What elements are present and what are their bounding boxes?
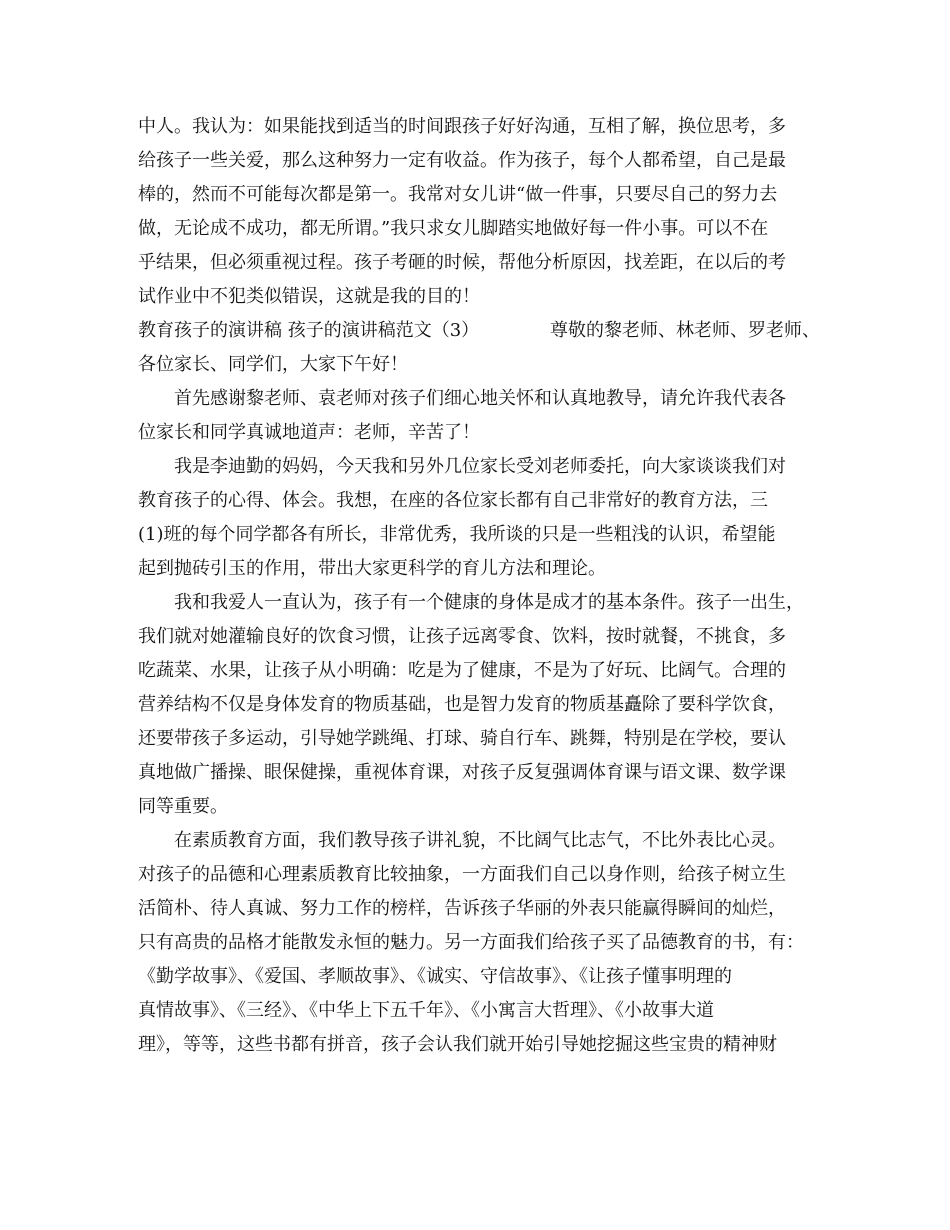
text-line: 还要带孩子多运动，引导她学跳绳、打球、骑自行车、跳舞，特别是在学校，要认 bbox=[138, 728, 786, 749]
text-line: 棒的，然而不可能每次都是第一。我常对女儿讲“做一件事，只要尽自己的努力去 bbox=[138, 184, 778, 205]
text-line: 做，无论成不成功，都无所谓。”我只求女儿脚踏实地做好每一件小事。可以不在 bbox=[138, 218, 769, 239]
text-line: 我是李迪勤的妈妈，今天我和另外几位家长受刘老师委托，向大家谈谈我们对 bbox=[174, 456, 786, 477]
speech-salutation: 尊敬的黎老师、林老师、罗老师、 bbox=[550, 320, 820, 341]
text-line: (1)班的每个同学都各有所长，非常优秀，我所谈的只是一些粗浅的认识，希望能 bbox=[138, 524, 776, 545]
section-heading-title: 教育孩子的演讲稿 孩子的演讲稿范文（3） bbox=[138, 320, 480, 341]
text-line: 首先感谢黎老师、袁老师对孩子们细心地关怀和认真地教导，请允许我代表各 bbox=[174, 388, 786, 409]
text-line: 乎结果，但必须重视过程。孩子考砸的时候，帮他分析原因，找差距，在以后的考 bbox=[138, 252, 786, 273]
text-line: 吃蔬菜、水果，让孩子从小明确：吃是为了健康，不是为了好玩、比阔气。合理的 bbox=[138, 660, 786, 681]
document-page bbox=[138, 110, 820, 1062]
paragraph-block-1 bbox=[138, 110, 820, 314]
text-line: 同等重要。 bbox=[138, 796, 228, 817]
text-line: 理》，等等，这些书都有拼音，孩子会认我们就开始引导她挖掘这些宝贵的精神财 bbox=[138, 1034, 777, 1055]
text-line: 起到抛砖引玉的作用，带出大家更科学的育儿方法和理论。 bbox=[138, 558, 606, 579]
text-line: 活简朴、待人真诚、努力工作的榜样，告诉孩子华丽的外表只能赢得瞬间的灿烂， bbox=[138, 898, 786, 919]
text-line: 《勤学故事》、《爱国、孝顺故事》、《诚实、守信故事》、《让孩子懂事明理的 bbox=[138, 966, 732, 987]
text-line: 各位家长、同学们，大家下午好！ bbox=[138, 354, 408, 375]
text-line: 营养结构不仅是身体发育的物质基础，也是智力发育的物质基矗除了要科学饮食， bbox=[138, 694, 786, 715]
text-line: 真地做广播操、眼保健操，重视体育课，对孩子反复强调体育课与语文课、数学课 bbox=[138, 762, 786, 783]
text-line: 教育孩子的心得、体会。我想，在座的各位家长都有自己非常好的教育方法，三 bbox=[138, 490, 768, 511]
text-line: 对孩子的品德和心理素质教育比较抽象，一方面我们自己以身作则，给孩子树立生 bbox=[138, 864, 786, 885]
section-heading-line bbox=[138, 314, 820, 348]
text-line: 我们就对她灌输良好的饮食习惯，让孩子远离零食、饮料，按时就餐，不挑食，多 bbox=[138, 626, 786, 647]
paragraph-block-2 bbox=[138, 348, 820, 1062]
text-line: 真情故事》、《三经》、《中华上下五千年》、《小寓言大哲理》、《小故事大道 bbox=[138, 1000, 714, 1021]
text-line: 位家长和同学真诚地道声：老师，辛苦了！ bbox=[138, 422, 480, 443]
text-line: 只有高贵的品格才能散发永恒的魅力。另一方面我们给孩子买了品德教育的书，有： bbox=[138, 932, 804, 953]
text-line: 中人。我认为：如果能找到适当的时间跟孩子好好沟通，互相了解，换位思考，多 bbox=[138, 116, 786, 137]
text-line: 试作业中不犯类似错误，这就是我的目的！ bbox=[138, 286, 480, 307]
text-line: 在素质教育方面，我们教导孩子讲礼貌，不比阔气比志气，不比外表比心灵。 bbox=[174, 830, 786, 851]
text-line: 给孩子一些关爱，那么这种努力一定有收益。作为孩子，每个人都希望，自己是最 bbox=[138, 150, 786, 171]
text-line: 我和我爱人一直认为，孩子有一个健康的身体是成才的基本条件。孩子一出生， bbox=[174, 592, 804, 613]
